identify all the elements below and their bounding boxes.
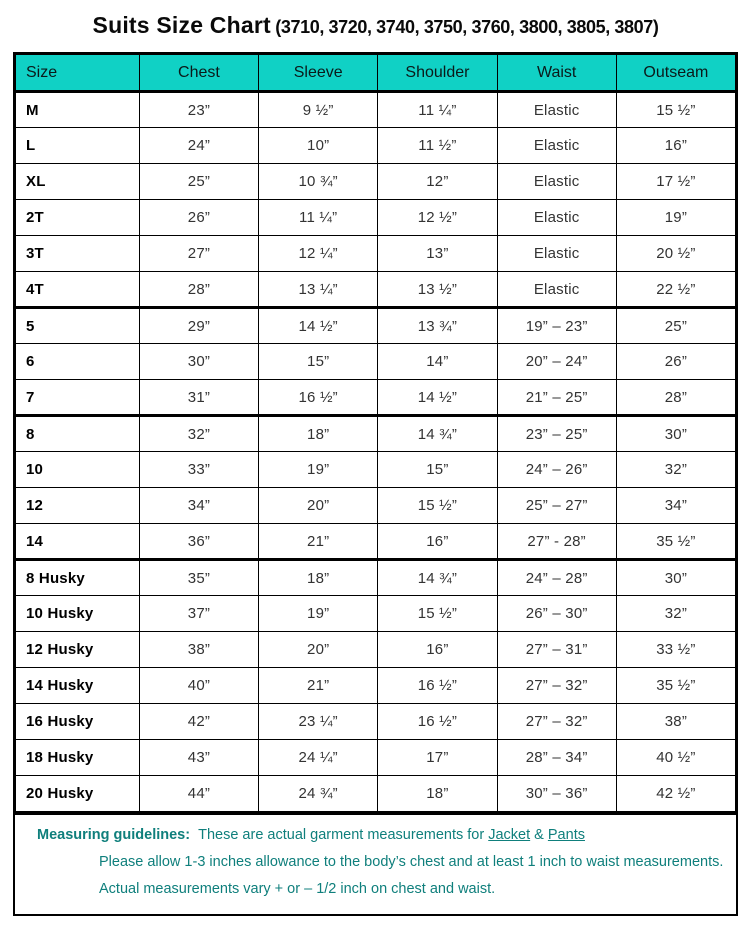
value-cell: 21” [259,524,378,560]
value-cell: 24 ¾” [259,776,378,812]
value-cell: 20” – 24” [497,344,616,380]
column-header-chest: Chest [139,55,258,92]
value-cell: 20” [259,488,378,524]
value-cell: 27” [139,236,258,272]
value-cell: 16 ½” [259,380,378,416]
size-cell: 4T [16,272,140,308]
value-cell: 18” [378,776,497,812]
value-cell: 23” [139,92,258,128]
value-cell: 27” - 28” [497,524,616,560]
value-cell: 13 ½” [378,272,497,308]
size-cell: L [16,128,140,164]
size-cell: XL [16,164,140,200]
guidelines-line1-text: These are actual garment measurements for [198,827,489,843]
size-cell: 6 [16,344,140,380]
value-cell: 13 ¾” [378,308,497,344]
value-cell: Elastic [497,236,616,272]
value-cell: 14” [378,344,497,380]
size-cell: 20 Husky [16,776,140,812]
value-cell: 40” [139,668,258,704]
page-title [0,12,751,39]
table-row [16,776,736,812]
table-row [16,704,736,740]
table-row [16,380,736,416]
size-cell: 14 [16,524,140,560]
column-header-shoulder: Shoulder [378,55,497,92]
value-cell: 24” – 26” [497,452,616,488]
value-cell: 20 ½” [616,236,735,272]
value-cell: 19” [616,200,735,236]
value-cell: 21” [259,668,378,704]
value-cell: 11 ¼” [378,92,497,128]
value-cell: 16” [378,524,497,560]
value-cell: 14 ¾” [378,416,497,452]
table-row [16,740,736,776]
value-cell: 44” [139,776,258,812]
value-cell: 17 ½” [616,164,735,200]
size-cell: 8 [16,416,140,452]
value-cell: 16” [616,128,735,164]
size-chart-frame [13,52,738,916]
value-cell: 23” – 25” [497,416,616,452]
value-cell: 29” [139,308,258,344]
value-cell: 19” [259,596,378,632]
value-cell: 30” [616,416,735,452]
value-cell: 33 ½” [616,632,735,668]
value-cell: Elastic [497,200,616,236]
value-cell: Elastic [497,92,616,128]
value-cell: 15 ½” [378,596,497,632]
value-cell: 27” – 31” [497,632,616,668]
table-row [16,164,736,200]
size-cell: 3T [16,236,140,272]
column-header-waist: Waist [497,55,616,92]
table-row [16,200,736,236]
jacket-link[interactable]: Jacket [488,827,531,843]
value-cell: 25” [616,308,735,344]
value-cell: 37” [139,596,258,632]
size-cell: 8 Husky [16,560,140,596]
value-cell: 31” [139,380,258,416]
value-cell: 13 ¼” [259,272,378,308]
value-cell: 24 ¼” [259,740,378,776]
value-cell: 26” – 30” [497,596,616,632]
size-cell: 10 [16,452,140,488]
guidelines-line-3: Actual measurements vary + or – 1/2 inch on chest and waist. [99,880,496,897]
value-cell: 26” [616,344,735,380]
value-cell: 18” [259,560,378,596]
column-header-size: Size [16,55,140,92]
column-header-outseam: Outseam [616,55,735,92]
column-header-sleeve: Sleeve [259,55,378,92]
value-cell: 24” [139,128,258,164]
table-header-row [16,55,736,92]
value-cell: 14 ¾” [378,560,497,596]
value-cell: 38” [616,704,735,740]
value-cell: 35” [139,560,258,596]
value-cell: 43” [139,740,258,776]
value-cell: 14 ½” [378,380,497,416]
page-title-main: Suits Size Chart [92,12,271,38]
value-cell: 35 ½” [616,524,735,560]
pants-link[interactable]: Pants [547,827,585,843]
value-cell: 12 ½” [378,200,497,236]
table-body [16,92,736,812]
guidelines-line-2: Please allow 1-3 inches allowance to the body’s chest and at least 1 inch to waist measurements. [99,853,724,870]
value-cell: 26” [139,200,258,236]
value-cell: 40 ½” [616,740,735,776]
value-cell: 10” [259,128,378,164]
value-cell: Elastic [497,164,616,200]
value-cell: 17” [378,740,497,776]
table-row [16,452,736,488]
value-cell: 34” [616,488,735,524]
value-cell: 15 ½” [616,92,735,128]
value-cell: 33” [139,452,258,488]
table-row [16,308,736,344]
guidelines-line-1 [37,828,726,844]
size-chart-table [15,54,736,812]
value-cell: 22 ½” [616,272,735,308]
value-cell: Elastic [497,272,616,308]
table-row [16,632,736,668]
value-cell: 15” [259,344,378,380]
value-cell: 30” [616,560,735,596]
size-cell: 12 [16,488,140,524]
value-cell: 27” – 32” [497,668,616,704]
value-cell: 16” [378,632,497,668]
value-cell: 15” [378,452,497,488]
value-cell: 28” [616,380,735,416]
table-row [16,560,736,596]
value-cell: Elastic [497,128,616,164]
value-cell: 20” [259,632,378,668]
size-cell: 18 Husky [16,740,140,776]
value-cell: 42 ½” [616,776,735,812]
value-cell: 21” – 25” [497,380,616,416]
table-row [16,416,736,452]
table-row [16,128,736,164]
size-cell: 10 Husky [16,596,140,632]
value-cell: 11 ½” [378,128,497,164]
value-cell: 24” – 28” [497,560,616,596]
table-row [16,344,736,380]
value-cell: 25” – 27” [497,488,616,524]
table-row [16,668,736,704]
value-cell: 38” [139,632,258,668]
size-cell: 7 [16,380,140,416]
size-cell: 16 Husky [16,704,140,740]
value-cell: 10 ¾” [259,164,378,200]
value-cell: 16 ½” [378,668,497,704]
table-row [16,596,736,632]
value-cell: 30” [139,344,258,380]
size-cell: 12 Husky [16,632,140,668]
table-row [16,272,736,308]
size-cell: M [16,92,140,128]
value-cell: 30” – 36” [497,776,616,812]
value-cell: 11 ¼” [259,200,378,236]
value-cell: 18” [259,416,378,452]
value-cell: 27” – 32” [497,704,616,740]
value-cell: 12” [378,164,497,200]
size-cell: 14 Husky [16,668,140,704]
page-title-model-numbers: (3710, 3720, 3740, 3750, 3760, 3800, 3805, 3807) [275,17,659,37]
value-cell: 32” [139,416,258,452]
guidelines-box [15,812,736,914]
value-cell: 32” [616,452,735,488]
value-cell: 19” – 23” [497,308,616,344]
value-cell: 28” [139,272,258,308]
value-cell: 28” – 34” [497,740,616,776]
table-row [16,92,736,128]
value-cell: 36” [139,524,258,560]
value-cell: 25” [139,164,258,200]
value-cell: 35 ½” [616,668,735,704]
value-cell: 9 ½” [259,92,378,128]
guidelines-label: Measuring guidelines: [37,827,191,843]
value-cell: 19” [259,452,378,488]
guidelines-ampersand: & [530,827,548,843]
value-cell: 14 ½” [259,308,378,344]
size-cell: 5 [16,308,140,344]
value-cell: 42” [139,704,258,740]
value-cell: 16 ½” [378,704,497,740]
value-cell: 13” [378,236,497,272]
value-cell: 34” [139,488,258,524]
table-row [16,488,736,524]
table-row [16,236,736,272]
table-row [16,524,736,560]
value-cell: 23 ¼” [259,704,378,740]
value-cell: 15 ½” [378,488,497,524]
size-cell: 2T [16,200,140,236]
value-cell: 32” [616,596,735,632]
value-cell: 12 ¼” [259,236,378,272]
